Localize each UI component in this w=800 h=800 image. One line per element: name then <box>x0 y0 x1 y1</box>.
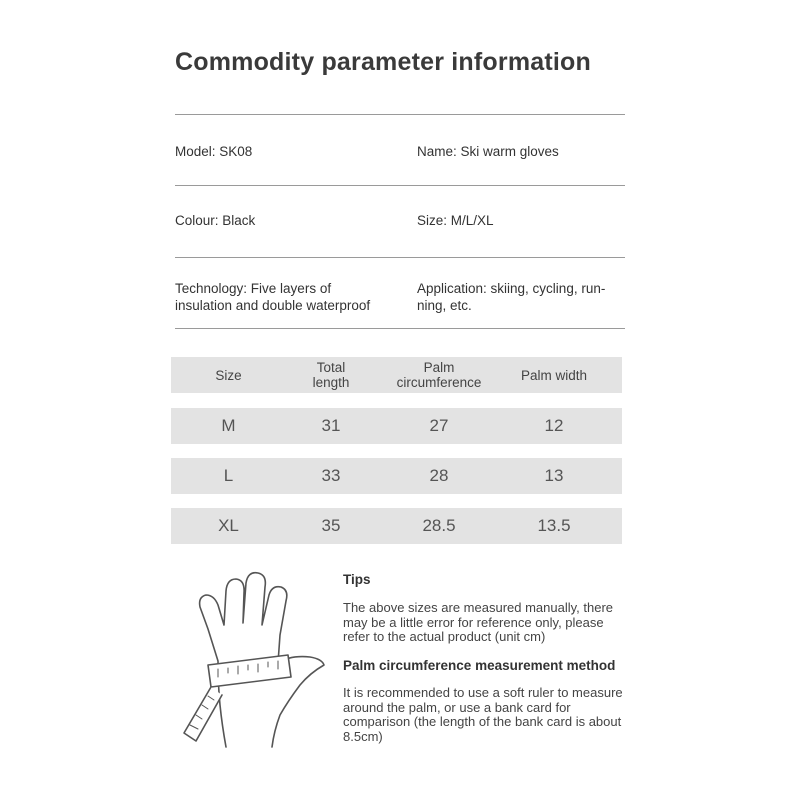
application-line-2: ning, etc. <box>417 298 472 313</box>
cell-palm-circumference: 28 <box>429 466 449 485</box>
application-param <box>417 280 605 314</box>
technology-line-2: insulation and double waterproof <box>175 298 371 313</box>
table-row <box>171 508 622 544</box>
method-heading: Palm circumference measurement method <box>343 658 616 673</box>
cell-size: XL <box>218 516 239 535</box>
divider <box>175 328 625 329</box>
technology-param <box>175 280 370 314</box>
size-table-header <box>171 357 622 393</box>
hand-with-measuring-tape-icon <box>160 565 340 755</box>
header-total-length: Total length <box>312 360 350 390</box>
header-palm-circumference: Palm circumference <box>396 360 482 390</box>
tips-heading: Tips <box>343 572 371 587</box>
cell-palm-circumference: 27 <box>429 416 449 435</box>
tips-body: The above sizes are measured manually, there may be a little error for reference only, please refer to the actual product (unit cm) <box>343 600 614 644</box>
divider <box>175 114 625 115</box>
cell-size: M <box>221 416 236 435</box>
size-param: Size: M/L/XL <box>417 213 494 228</box>
cell-palm-width: 13 <box>544 466 564 485</box>
cell-palm-circumference: 28.5 <box>422 516 456 535</box>
cell-palm-width: 13.5 <box>537 516 571 535</box>
divider <box>175 185 625 186</box>
colour-param: Colour: Black <box>175 213 256 228</box>
cell-total-length: 33 <box>321 466 341 485</box>
table-row <box>171 408 622 444</box>
technology-line-1: Technology: Five layers of <box>175 281 332 296</box>
name-param: Name: Ski warm gloves <box>417 144 559 159</box>
method-body: It is recommended to use a soft ruler to measure around the palm, or use a bank card for comparison (the length of the bank card is about 8.5cm) <box>343 685 623 744</box>
divider <box>175 257 625 258</box>
cell-palm-width: 12 <box>544 416 564 435</box>
model-param: Model: SK08 <box>175 144 253 159</box>
header-size: Size <box>215 367 242 383</box>
table-row <box>171 458 622 494</box>
header-palm-width: Palm width <box>520 367 588 383</box>
cell-total-length: 31 <box>321 416 341 435</box>
application-line-1: Application: skiing, cycling, run- <box>417 281 606 296</box>
cell-total-length: 35 <box>321 516 341 535</box>
page-title: Commodity parameter information <box>175 48 591 76</box>
cell-size: L <box>223 466 234 485</box>
